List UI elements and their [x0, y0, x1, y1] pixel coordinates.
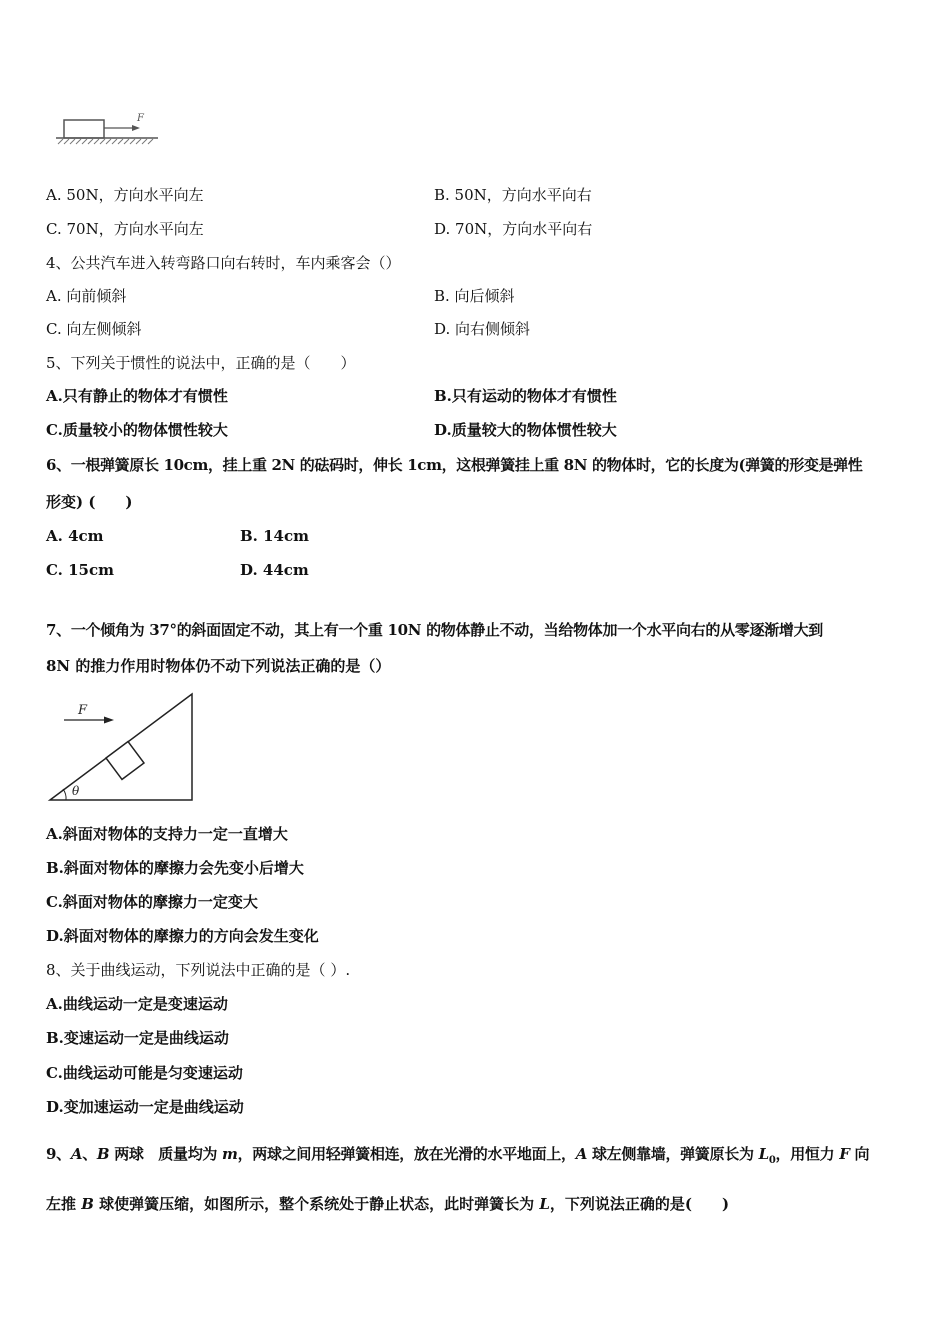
q7-option-a: A.斜面对物体的支持力一定一直增大 — [46, 825, 288, 843]
q9-text: 向 — [849, 1145, 870, 1163]
incline-figure — [44, 688, 200, 806]
q9-var: m — [222, 1145, 238, 1163]
q8-stem: 8、关于曲线运动，下列说法中正确的是（ ）. — [46, 961, 351, 979]
q9-text: 两球 质量均为 — [109, 1145, 223, 1163]
q9-subscript: 0 — [768, 1155, 776, 1166]
q4-stem: 4、公共汽车进入转弯路口向右转时，车内乘客会（） — [46, 254, 401, 272]
q5-option-b: B.只有运动的物体才有惯性 — [434, 387, 617, 405]
q7-option-c: C.斜面对物体的摩擦力一定变大 — [46, 893, 258, 911]
q3-option-c: C. 70N，方向水平向左 — [46, 220, 204, 238]
q4-option-d: D. 向右侧倾斜 — [434, 320, 531, 338]
q9-stem-line2 — [46, 1194, 729, 1214]
q9-var: F — [839, 1145, 850, 1163]
q7-stem-line1: 7、一个倾角为 37°的斜面固定不动，其上有一个重 10N 的物体静止不动，当给物体加一个水平向右的从零逐渐增大到 — [46, 621, 823, 639]
q7-option-b: B.斜面对物体的摩擦力会先变小后增大 — [46, 859, 304, 877]
q3-option-a: A. 50N，方向水平向左 — [46, 186, 204, 204]
q9-text: ，两球之间用轻弹簧相连，放在光滑的水平地面上， — [237, 1145, 576, 1163]
q4-option-a: A. 向前倾斜 — [46, 287, 127, 305]
q7-option-d: D.斜面对物体的摩擦力的方向会发生变化 — [46, 927, 319, 945]
q5-option-c: C.质量较小的物体惯性较大 — [46, 421, 228, 439]
q9-var: L — [539, 1195, 550, 1213]
q9-text: 左推 — [46, 1195, 82, 1213]
q9-text: 9、 — [46, 1145, 71, 1163]
q8-option-b: B.变速运动一定是曲线运动 — [46, 1029, 229, 1047]
block-on-ground-figure — [54, 108, 162, 150]
q3-option-d: D. 70N，方向水平向右 — [434, 220, 593, 238]
incline-force-label: F — [78, 703, 88, 718]
q9-text: ，用恒力 — [775, 1145, 840, 1163]
q9-var: L — [758, 1145, 769, 1163]
q5-option-d: D.质量较大的物体惯性较大 — [434, 421, 617, 439]
q6-option-a: A. 4cm — [46, 527, 104, 545]
incline-angle-label: θ — [72, 784, 80, 798]
q9-text: ，下列说法正确的是( ) — [549, 1195, 730, 1213]
q3-option-b: B. 50N，方向水平向右 — [434, 186, 592, 204]
q9-var: B — [81, 1195, 94, 1213]
q4-option-c: C. 向左侧倾斜 — [46, 320, 142, 338]
q5-stem: 5、下列关于惯性的说法中，正确的是（ ） — [46, 354, 356, 372]
q6-option-c: C. 15cm — [46, 561, 114, 579]
q9-text: 、 — [82, 1145, 97, 1163]
q6-stem-line1: 6、一根弹簧原长 10cm，挂上重 2N 的砝码时，伸长 1cm，这根弹簧挂上重 8N 的物体时，它的长度为(弹簧的形变是弹性 — [46, 456, 863, 474]
q8-option-a: A.曲线运动一定是变速运动 — [46, 995, 228, 1013]
q7-stem-line2: 8N 的推力作用时物体仍不动下列说法正确的是（） — [46, 657, 391, 675]
q5-option-a: A.只有静止的物体才有惯性 — [46, 387, 228, 405]
q4-option-b: B. 向后倾斜 — [434, 287, 515, 305]
q9-var: A — [575, 1145, 588, 1163]
force-label: F — [137, 113, 144, 124]
q6-option-b: B. 14cm — [240, 527, 310, 545]
q8-option-c: C.曲线运动可能是匀变速运动 — [46, 1064, 243, 1082]
q9-var: A — [70, 1145, 83, 1163]
q9-text: 球使弹簧压缩，如图所示，整个系统处于静止状态，此时弹簧长为 — [93, 1195, 540, 1213]
q8-option-d: D.变加速运动一定是曲线运动 — [46, 1098, 244, 1116]
q9-text: 球左侧靠墙，弹簧原长为 — [587, 1145, 759, 1163]
q6-stem-line2: 形变) ( ) — [46, 493, 133, 511]
q9-var: B — [96, 1145, 110, 1163]
q9-stem-line1 — [46, 1144, 869, 1171]
q6-option-d: D. 44cm — [240, 561, 309, 579]
